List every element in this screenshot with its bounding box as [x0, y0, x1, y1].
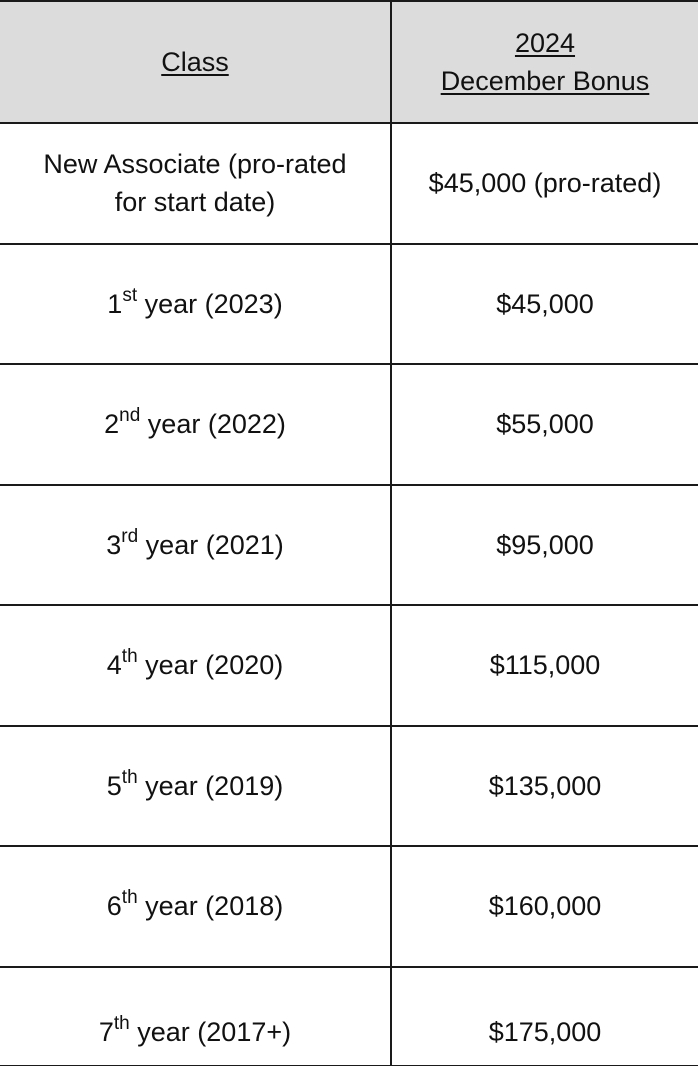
class-cell [0, 846, 391, 967]
bonus-cell [391, 244, 698, 365]
bonus-cell [391, 726, 698, 847]
class-cell [0, 244, 391, 365]
class-year-label: year (2019) [137, 770, 284, 801]
bonus-amount: $115,000 [489, 650, 601, 681]
class-cell [0, 726, 391, 847]
class-year-number: 3 [106, 529, 122, 560]
bonus-amount: $175,000 [488, 1016, 602, 1047]
class-year-number: 1 [107, 288, 123, 319]
class-cell [0, 485, 391, 606]
table-row [0, 846, 698, 967]
bonus-cell [391, 364, 698, 485]
bonus-amount: $45,000 [496, 288, 594, 319]
class-year-label: year (2021) [138, 529, 284, 560]
bonus-header-title: December Bonus [440, 66, 650, 96]
bonus-cell [391, 123, 698, 244]
bonus-column-header [391, 1, 698, 123]
class-cell [0, 605, 391, 726]
bonus-header-year: 2024 [514, 28, 576, 58]
class-column-header [0, 1, 391, 123]
table-row [0, 244, 698, 365]
table-row [0, 967, 698, 1066]
table-row [0, 605, 698, 726]
table-row [0, 485, 698, 606]
bonus-cell [391, 605, 698, 726]
ordinal-suffix: rd [121, 525, 139, 547]
class-cell [0, 967, 391, 1066]
class-cell [0, 123, 391, 244]
class-year-number: 4 [106, 650, 122, 681]
table-row [0, 123, 698, 244]
ordinal-suffix: th [113, 1012, 130, 1034]
bonus-amount: $160,000 [488, 891, 602, 922]
ordinal-suffix: nd [119, 405, 141, 427]
ordinal-suffix: th [121, 646, 138, 668]
class-year-label: year (2017+) [129, 1016, 292, 1047]
class-year-number: 5 [106, 770, 122, 801]
bonus-amount: $45,000 (pro-rated) [428, 168, 662, 199]
class-text-line2: for start date) [114, 187, 276, 218]
class-year-label: year (2022) [140, 409, 286, 440]
ordinal-suffix: th [121, 766, 138, 788]
class-year-label: year (2020) [137, 650, 284, 681]
bonus-amount: $55,000 [496, 409, 594, 440]
bonus-cell [391, 485, 698, 606]
class-header-label: Class [161, 47, 229, 77]
ordinal-suffix: st [122, 284, 138, 306]
class-year-number: 6 [106, 891, 122, 922]
class-cell [0, 364, 391, 485]
bonus-cell [391, 846, 698, 967]
class-text-line1: New Associate (pro-rated [43, 149, 347, 180]
class-year-label: year (2018) [137, 891, 284, 922]
class-year-number: 2 [104, 409, 120, 440]
class-year-number: 7 [98, 1016, 114, 1047]
bonus-cell [391, 967, 698, 1066]
bonus-amount: $95,000 [496, 529, 594, 560]
table-row [0, 364, 698, 485]
table-row [0, 726, 698, 847]
bonus-amount: $135,000 [488, 770, 602, 801]
table-header-row [0, 1, 698, 123]
ordinal-suffix: th [121, 887, 138, 909]
class-year-label: year (2023) [137, 288, 283, 319]
